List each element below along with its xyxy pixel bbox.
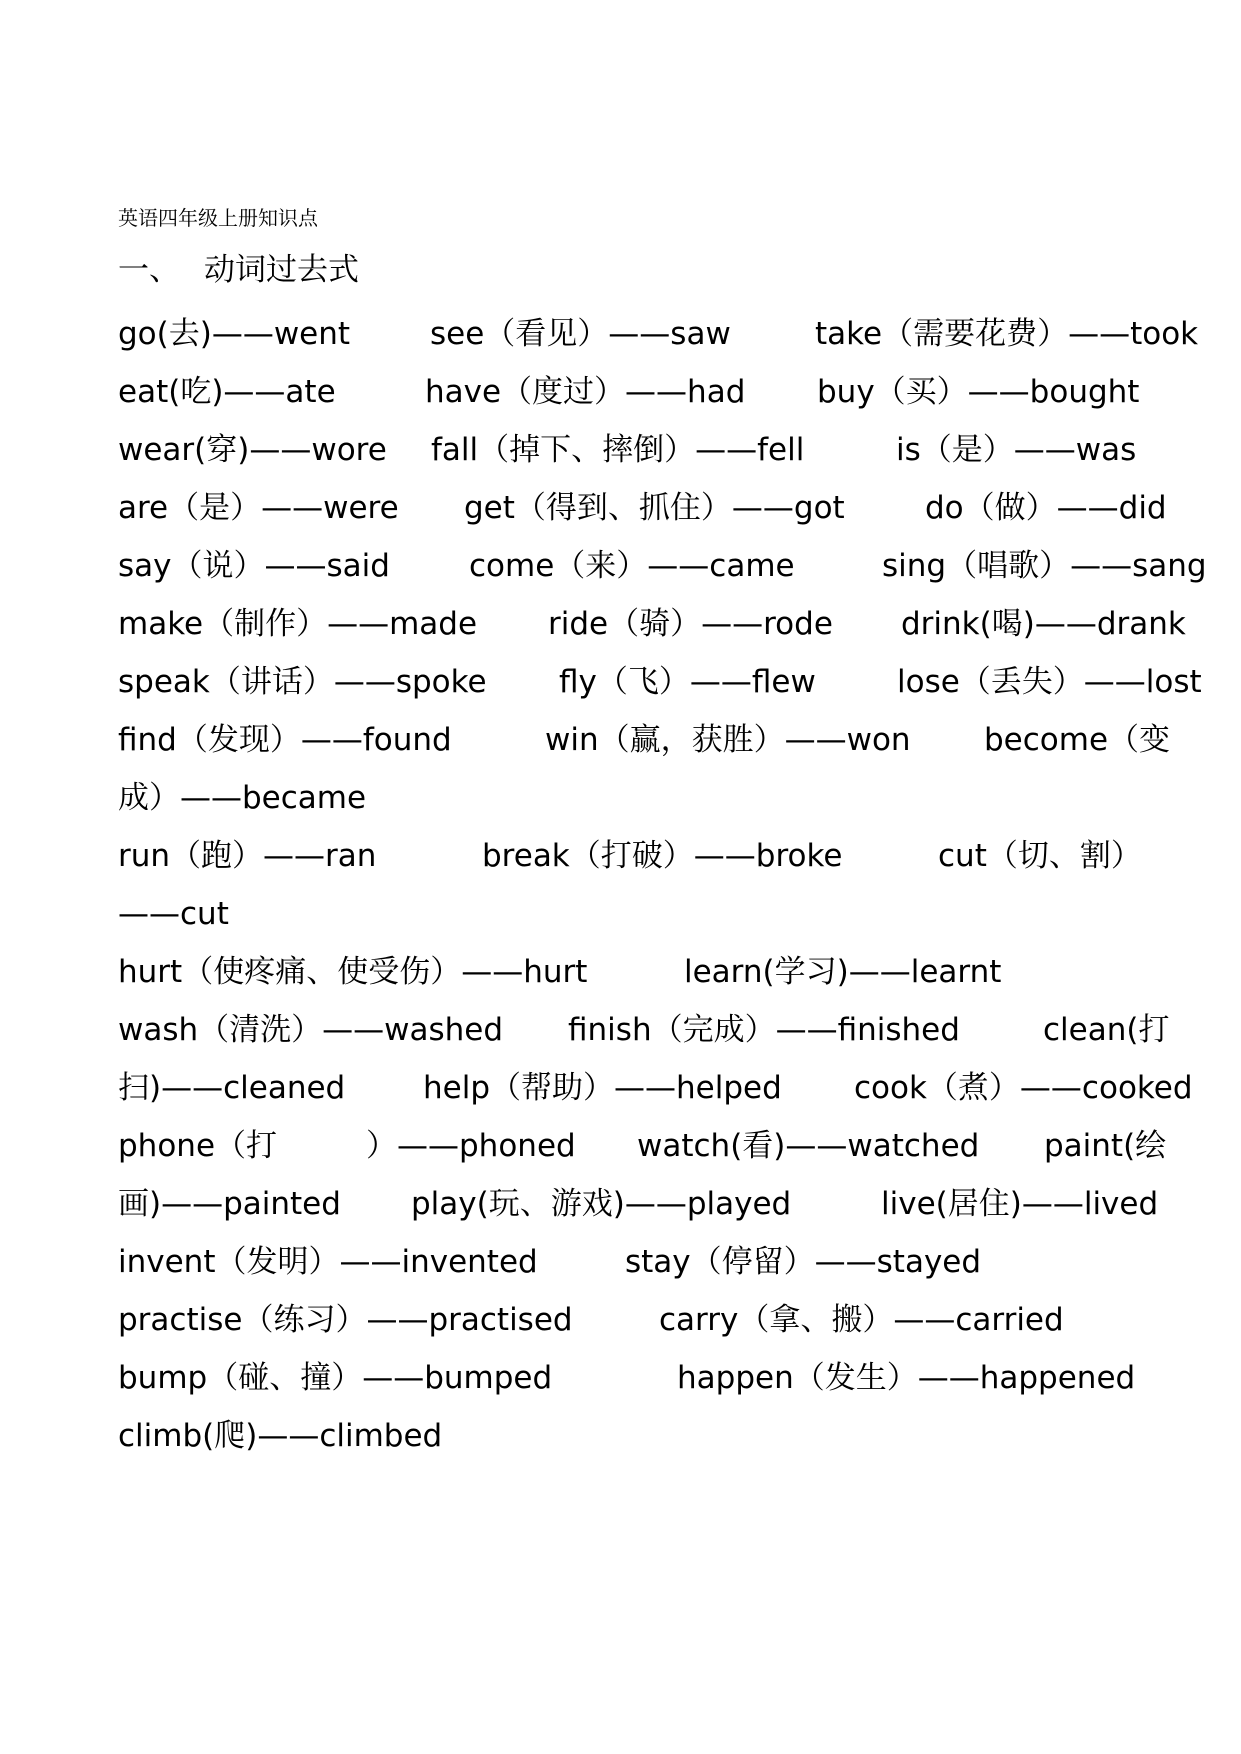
verb-entry: live(居住)——lived	[881, 1186, 1159, 1222]
verb-entry: paint(绘	[1044, 1128, 1167, 1164]
verb-entry: ride（骑）——rode	[548, 606, 833, 642]
verb-entry: make（制作）——made	[118, 606, 478, 642]
verb-entry: win（赢，获胜）——won	[545, 722, 911, 758]
verb-entry: help（帮助）——helped	[423, 1070, 782, 1106]
verb-entry: 成）——became	[118, 780, 367, 816]
verb-entry: cut（切、割）	[938, 838, 1142, 874]
verb-entry: phone（打	[118, 1128, 278, 1164]
verb-entry: 扫)——cleaned	[118, 1070, 346, 1106]
verb-entry: fall（掉下、摔倒）——fell	[431, 432, 805, 468]
verb-entry: take（需要花费）——took	[815, 316, 1199, 352]
verb-entry: run（跑）——ran	[118, 838, 377, 874]
verb-entry: is（是）——was	[896, 432, 1137, 468]
section-number: 一、	[118, 252, 180, 288]
verb-entry: hurt（使疼痛、使受伤）——hurt	[118, 954, 588, 990]
verb-entry: carry（拿、搬）——carried	[659, 1302, 1064, 1338]
verb-entry: bump（碰、撞）——bumped	[118, 1360, 553, 1396]
verb-entry: play(玩、游戏)——played	[411, 1186, 792, 1222]
verb-entry: break（打破）——broke	[482, 838, 843, 874]
verb-entry: get（得到、抓住）——got	[464, 490, 845, 526]
verb-entry: learn(学习)——learnt	[684, 954, 1002, 990]
verb-entry: do（做）——did	[925, 490, 1167, 526]
verb-entry: find（发现）——found	[118, 722, 452, 758]
verb-entry: wash（清洗）——washed	[118, 1012, 504, 1048]
verb-entry: are（是）——were	[118, 490, 399, 526]
verb-entry: practise（练习）——practised	[118, 1302, 573, 1338]
verb-entry: drink(喝)——drank	[901, 606, 1186, 642]
verb-entry: go(去)——went	[118, 316, 351, 352]
verb-entry: climb(爬)——climbed	[118, 1418, 443, 1454]
verb-entry: become（变	[984, 722, 1171, 758]
verb-entry: speak（讲话）——spoke	[118, 664, 487, 700]
verb-entry: see（看见）——saw	[430, 316, 731, 352]
verb-entry: watch(看)——watched	[637, 1128, 980, 1164]
verb-entry: invent（发明）——invented	[118, 1244, 538, 1280]
section-heading	[118, 250, 359, 290]
verb-entry: fly（飞）——flew	[559, 664, 816, 700]
document-title: 英语四年级上册知识点	[118, 206, 318, 230]
verb-entry: happen（发生）——happened	[677, 1360, 1136, 1396]
verb-entry: stay（停留）——stayed	[625, 1244, 982, 1280]
verb-entry: come（来）——came	[469, 548, 795, 584]
section-title: 动词过去式	[204, 252, 359, 288]
verb-entry: ）——phoned	[366, 1128, 576, 1164]
verb-entry: clean(打	[1043, 1012, 1170, 1048]
verb-entry: wear(穿)——wore	[118, 432, 387, 468]
verb-entry: eat(吃)——ate	[118, 374, 336, 410]
verb-entry: finish（完成）——finished	[568, 1012, 960, 1048]
verb-entry: lose（丢失）——lost	[897, 664, 1202, 700]
verb-entry: 画)——painted	[118, 1186, 341, 1222]
verb-entry: sing（唱歌）——sang	[882, 548, 1207, 584]
verb-entry: have（度过）——had	[425, 374, 746, 410]
verb-entry: say（说）——said	[118, 548, 390, 584]
verb-entry: cook（煮）——cooked	[854, 1070, 1193, 1106]
verb-entry: buy（买）——bought	[817, 374, 1140, 410]
verb-entry: ——cut	[118, 896, 229, 932]
